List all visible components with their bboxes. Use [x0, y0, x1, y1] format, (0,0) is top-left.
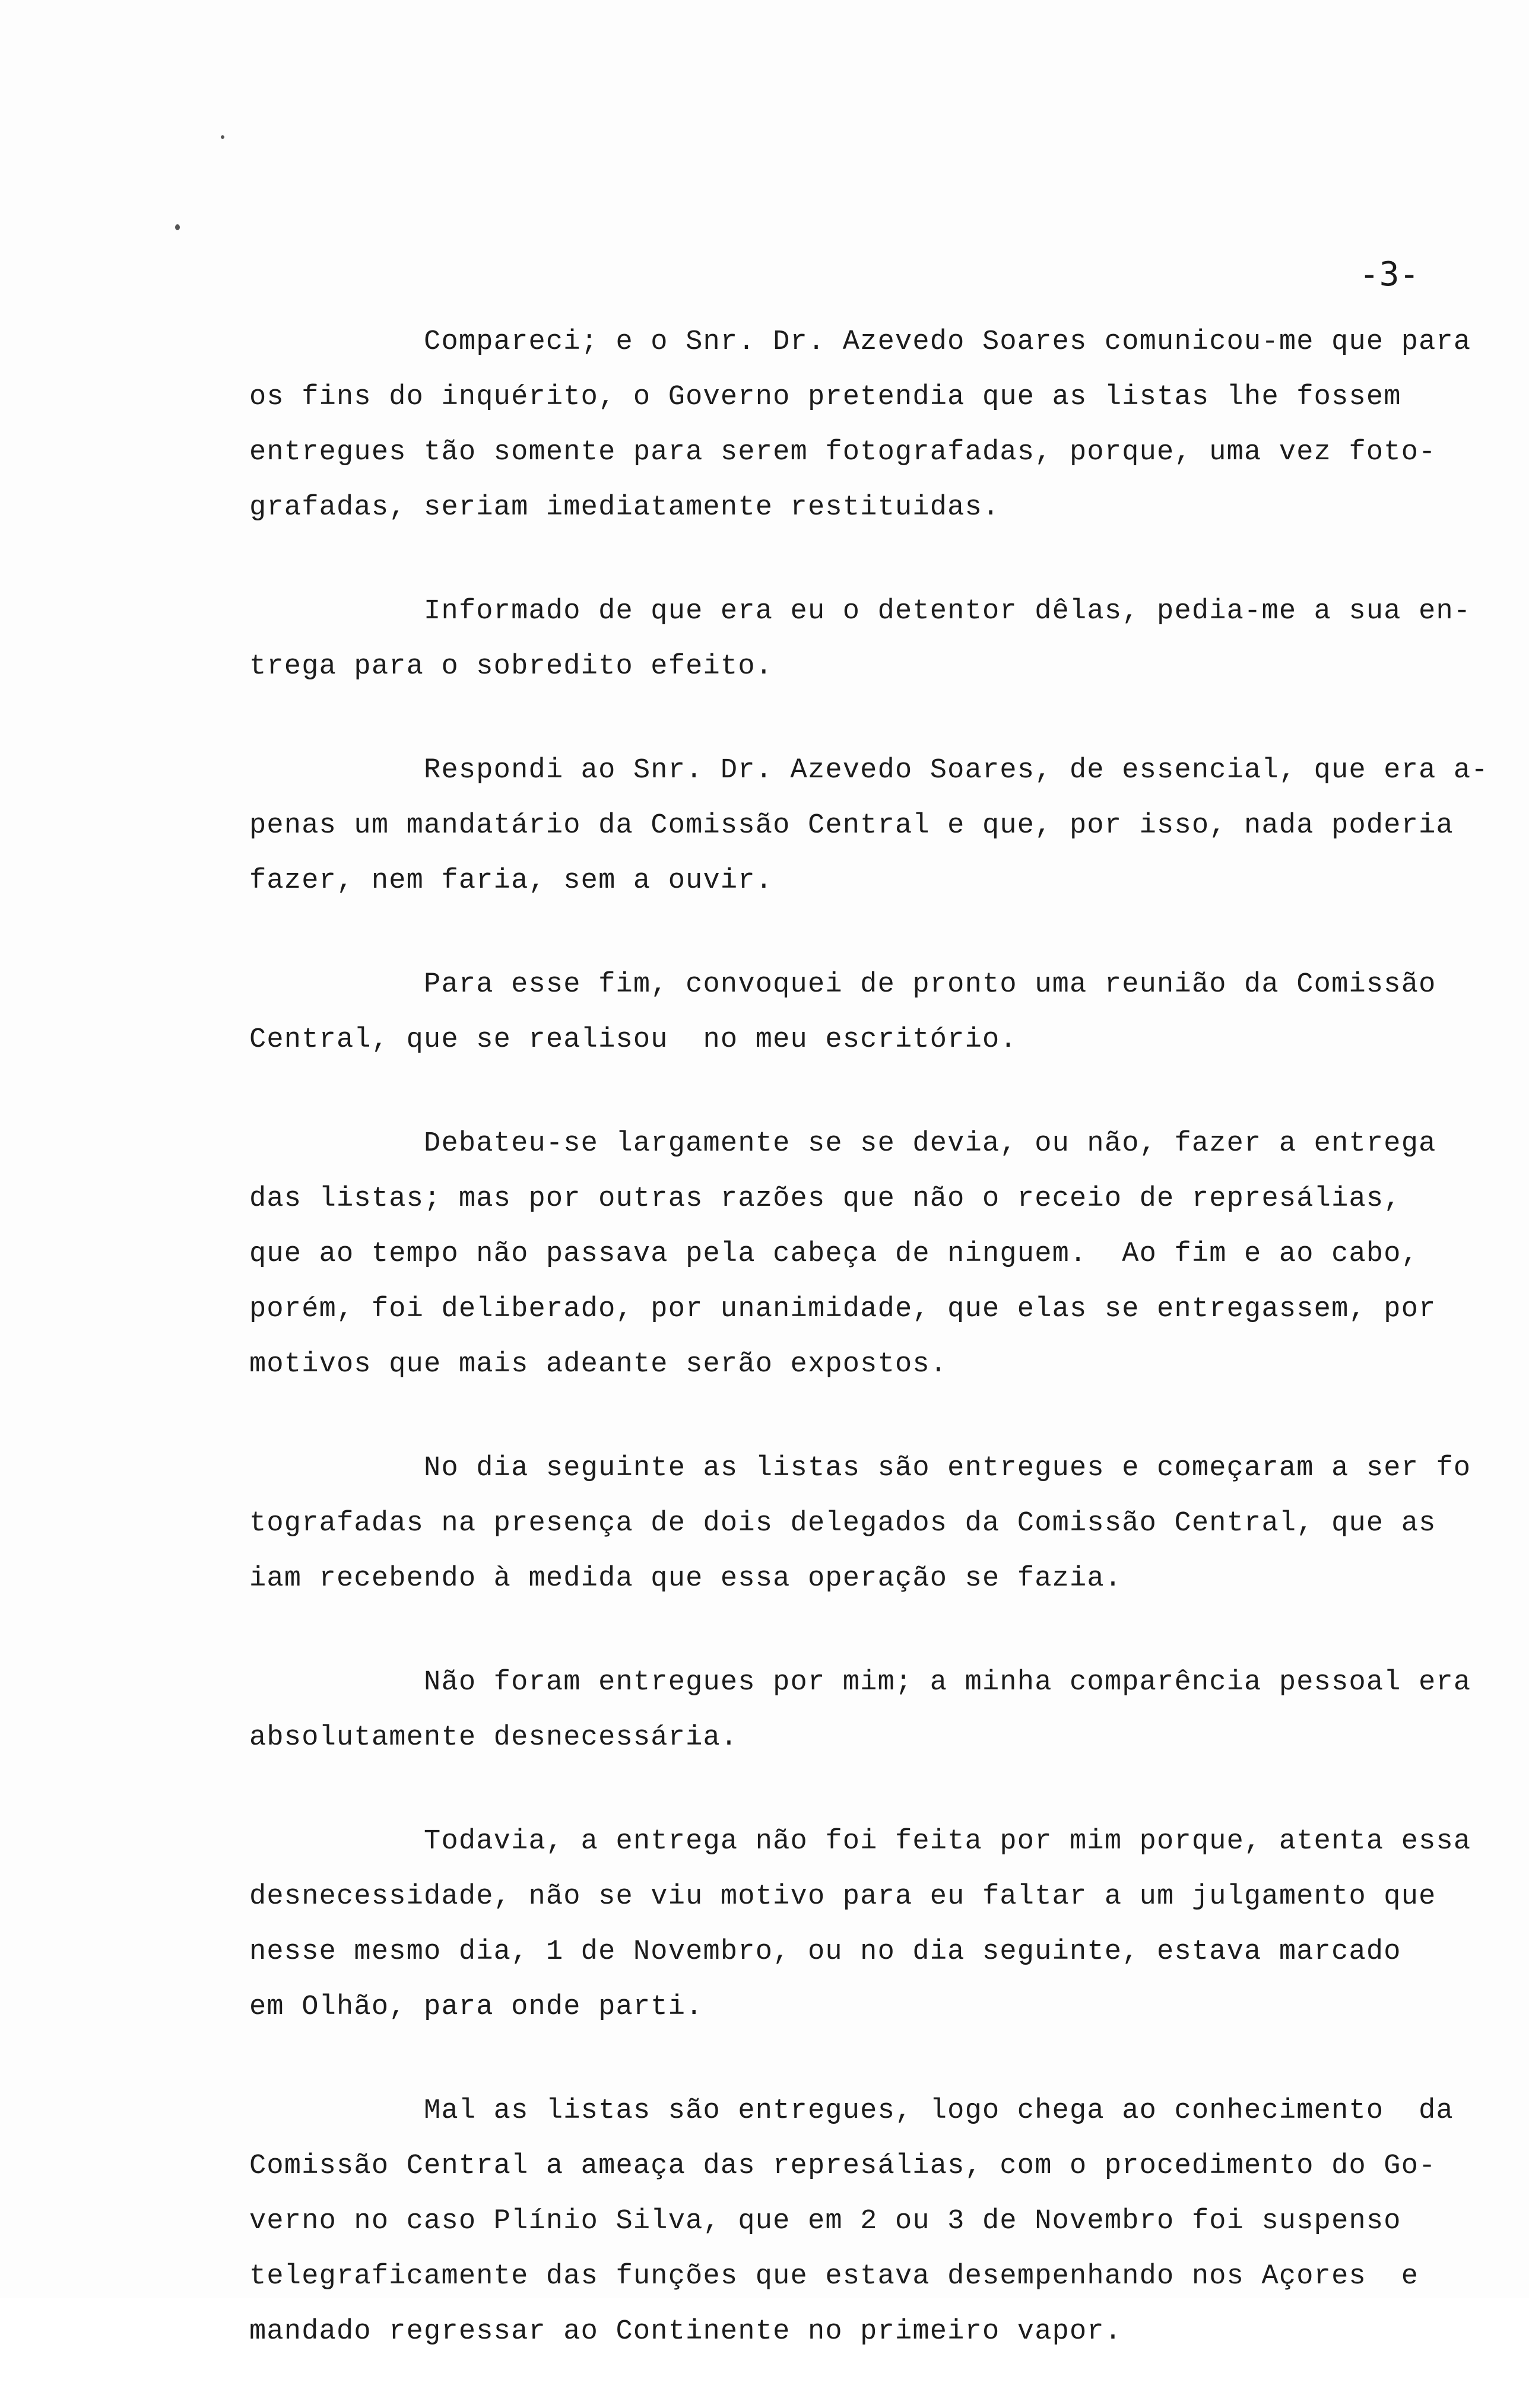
paragraph [249, 1814, 1484, 2035]
text-line: verno no caso Plínio Silva, que em 2 ou 3 de Novembro foi suspenso [249, 2206, 1401, 2237]
paragraph [249, 314, 1484, 535]
text-line: Todavia, a entrega não foi feita por mim porque, atenta essa [249, 1826, 1471, 1857]
text-line: Para esse fim, convoquei de pronto uma reunião da Comissão [249, 969, 1436, 1000]
text-line: penas um mandatário da Comissão Central e que, por isso, nada poderia [249, 810, 1454, 841]
paragraph [249, 1441, 1484, 1606]
paragraph [249, 584, 1484, 694]
text-line: Compareci; e o Snr. Dr. Azevedo Soares comunicou-me que para [249, 326, 1471, 358]
text-line: iam recebendo à medida que essa operação se fazia. [249, 1563, 1122, 1594]
paragraph [249, 1116, 1484, 1392]
text-line: absolutamente desnecessária. [249, 1722, 738, 1753]
text-line: telegraficamente das funções que estava desempenhando nos Açores e [249, 2261, 1419, 2292]
scan-speck [175, 224, 180, 230]
text-line: Debateu-se largamente se se devia, ou não, fazer a entrega [249, 1128, 1436, 1159]
text-line: que ao tempo não passava pela cabeça de ninguem. Ao fim e ao cabo, [249, 1238, 1419, 1270]
text-line: Respondi ao Snr. Dr. Azevedo Soares, de essencial, que era a- [249, 755, 1489, 786]
paragraph [249, 1655, 1484, 1765]
text-line: os fins do inquérito, o Governo pretendia que as listas lhe fossem [249, 382, 1401, 413]
text-line: porém, foi deliberado, por unanimidade, que elas se entregassem, por [249, 1294, 1436, 1325]
text-line: motivos que mais adeante serão expostos. [249, 1349, 948, 1380]
text-line: No dia seguinte as listas são entregues e começaram a ser fo [249, 1453, 1471, 1484]
paragraph [249, 957, 1484, 1068]
text-line: trega para o sobredito efeito. [249, 651, 773, 682]
text-line: grafadas, seriam imediatamente restituidas. [249, 492, 1000, 523]
text-line: mandado regressar ao Continente no primeiro vapor. [249, 2316, 1122, 2347]
text-line: Mal as listas são entregues, logo chega ao conhecimento da [249, 2095, 1454, 2127]
text-line: Informado de que era eu o detentor dêlas, pedia-me a sua en- [249, 596, 1471, 627]
paragraph [249, 743, 1489, 908]
paragraph [249, 2083, 1484, 2359]
text-line: Central, que se realisou no meu escritório. [249, 1024, 1017, 1056]
text-line: entregues tão somente para serem fotografadas, porque, uma vez foto- [249, 437, 1436, 468]
typewritten-body [249, 314, 1489, 2408]
text-line: Não foram entregues por mim; a minha comparência pessoal era [249, 1667, 1471, 1698]
page-number: -3- [1359, 255, 1420, 294]
text-line: tografadas na presença de dois delegados da Comissão Central, que as [249, 1508, 1436, 1539]
text-line: fazer, nem faria, sem a ouvir. [249, 865, 773, 897]
scan-speck [221, 135, 224, 139]
text-line: em Olhão, para onde parti. [249, 1991, 703, 2023]
text-line: desnecessidade, não se viu motivo para eu faltar a um julgamento que [249, 1881, 1436, 1913]
text-line: das listas; mas por outras razões que não o receio de represálias, [249, 1183, 1401, 1215]
text-line: nesse mesmo dia, 1 de Novembro, ou no dia seguinte, estava marcado [249, 1936, 1401, 1968]
text-line: Comissão Central a ameaça das represálias, com o procedimento do Go- [249, 2150, 1436, 2182]
